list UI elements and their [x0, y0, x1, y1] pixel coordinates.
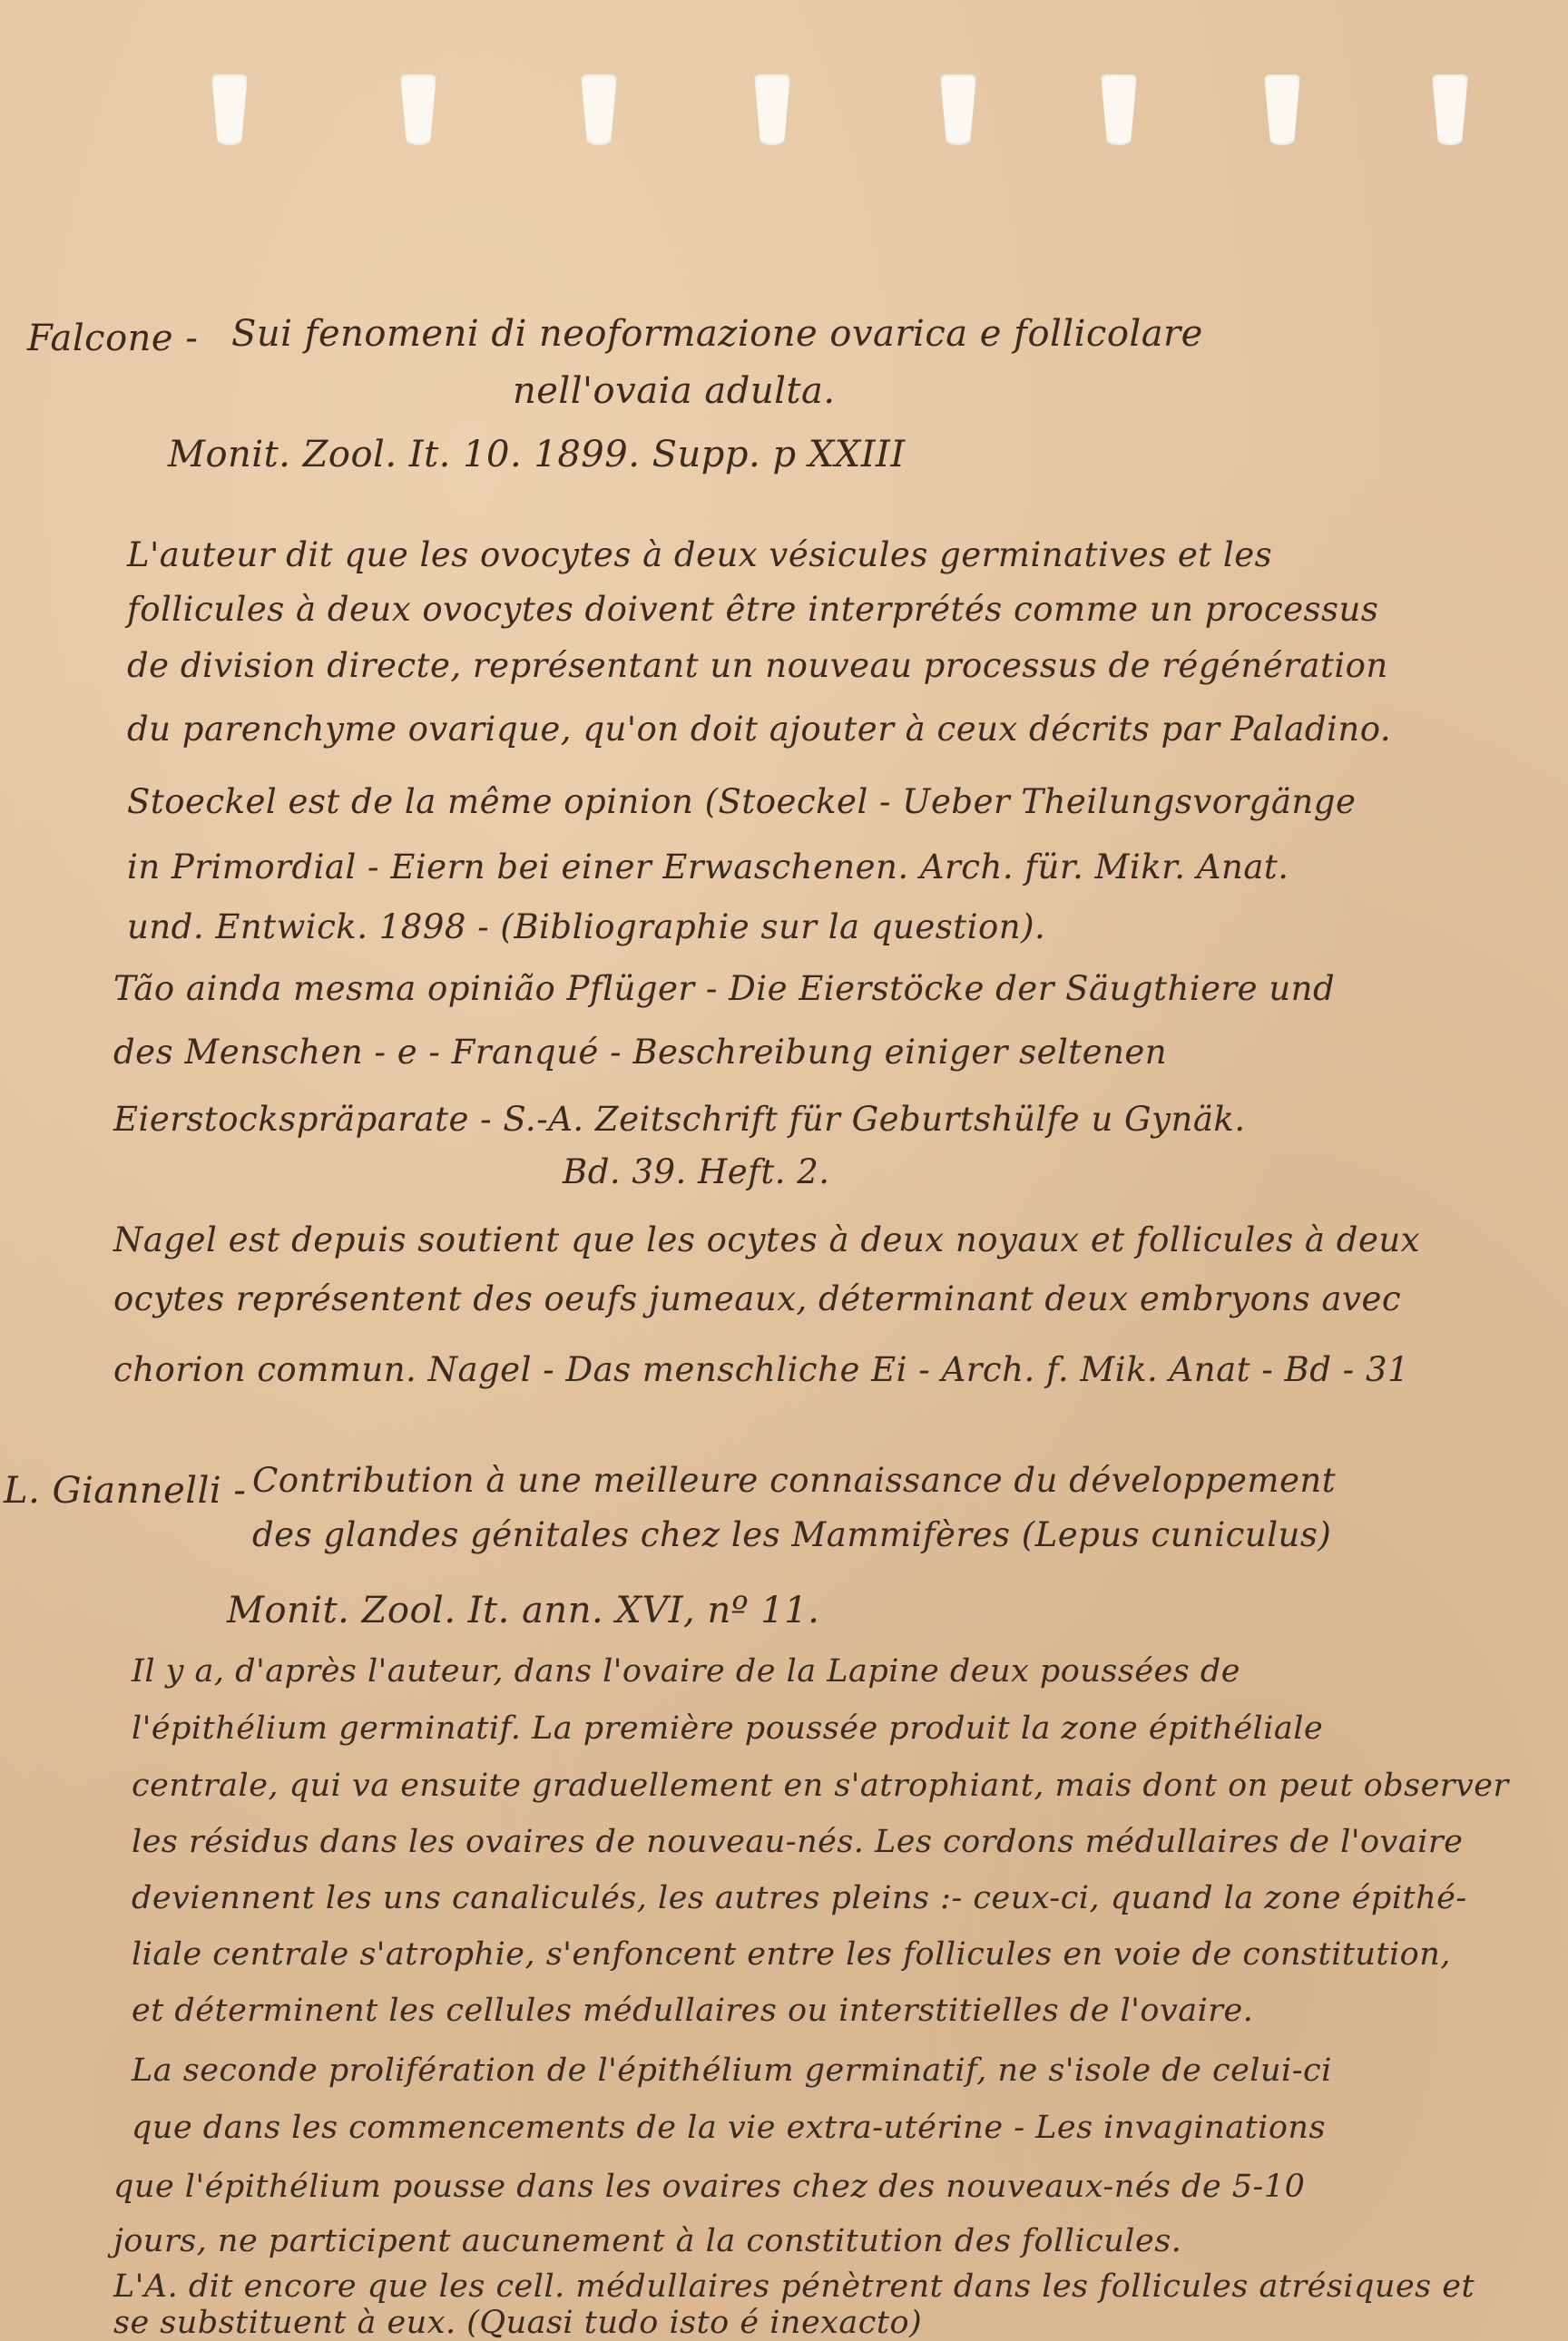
entry-citation: Monit. Zool. It. ann. XVI, nº 11. — [227, 1590, 820, 1631]
body-line: liale centrale s'atrophie, s'enfoncent entre les follicules en voie de constitution, — [132, 1936, 1451, 1973]
body-line: Eierstockspräparate - S.-A. Zeitschrift für Geburtshülfe u Gynäk. — [113, 1100, 1246, 1139]
body-line: se substituent à eux. (Quasi tudo isto é inexacto) — [113, 2305, 923, 2341]
body-line: les résidus dans les ovaires de nouveau-nés. Les cordons médullaires de l'ovaire — [132, 1824, 1464, 1860]
body-line: deviennent les uns canaliculés, les autres pleins :- ceux-ci, quand la zone épithé- — [132, 1880, 1467, 1916]
entry-title-line-1: Sui fenomeni di neoformazione ovarica e follicolare — [231, 313, 1203, 355]
body-line: Nagel est depuis soutient que les ocytes à deux noyaux et follicules à deux — [113, 1220, 1421, 1259]
punch-hole — [1432, 74, 1468, 145]
body-line: Bd. 39. Heft. 2. — [563, 1152, 830, 1191]
punch-hole — [940, 74, 976, 145]
entry-title-line-2: des glandes génitales chez les Mammifères (Lepus cuniculus) — [252, 1515, 1332, 1554]
body-line: L'A. dit encore que les cell. médullaires pénètrent dans les follicules atrésiques et — [113, 2268, 1475, 2305]
punch-hole — [211, 74, 248, 145]
body-line: La seconde prolifération de l'épithélium germinatif, ne s'isole de celui-ci — [132, 2052, 1332, 2089]
body-line: des Menschen - e - Franqué - Beschreibung einiger seltenen — [113, 1033, 1168, 1072]
body-line: chorion commun. Nagel - Das menschliche Ei - Arch. f. Mik. Anat - Bd - 31 — [113, 1350, 1410, 1389]
body-line: Tão ainda mesma opinião Pflüger - Die Eierstöcke der Säugthiere und — [113, 969, 1336, 1008]
body-line: de division directe, représentant un nouveau processus de régénération — [127, 646, 1388, 685]
body-line: in Primordial - Eiern bei einer Erwaschenen. Arch. für. Mikr. Anat. — [127, 847, 1289, 886]
body-line: ocytes représentent des oeufs jumeaux, déterminant deux embryons avec — [113, 1279, 1402, 1318]
body-line: que l'épithélium pousse dans les ovaires chez des nouveaux-nés de 5-10 — [113, 2169, 1306, 2205]
entry-author: Falcone - — [27, 318, 199, 359]
body-line: und. Entwick. 1898 - (Bibliographie sur la question). — [127, 907, 1046, 946]
body-line: l'épithélium germinatif. La première poussée produit la zone épithéliale — [132, 1710, 1324, 1747]
body-line: centrale, qui va ensuite graduellement en s'atrophiant, mais dont on peut observer — [132, 1768, 1509, 1804]
body-line: follicules à deux ovocytes doivent être interprétés comme un processus — [127, 590, 1379, 629]
punch-hole — [400, 74, 436, 145]
punch-hole — [1101, 74, 1137, 145]
body-line: jours, ne participent aucunement à la constitution des follicules. — [113, 2223, 1182, 2259]
body-line: Il y a, d'après l'auteur, dans l'ovaire de la Lapine deux poussées de — [132, 1653, 1240, 1690]
entry-citation: Monit. Zool. It. 10. 1899. Supp. p XXIII — [168, 434, 906, 475]
body-line: et déterminent les cellules médullaires ou interstitielles de l'ovaire. — [132, 1993, 1254, 2029]
punch-hole — [581, 74, 617, 145]
body-line: du parenchyme ovarique, qu'on doit ajouter à ceux décrits par Paladino. — [127, 710, 1392, 749]
body-line: que dans les commencements de la vie extra-utérine - Les invaginations — [132, 2110, 1326, 2146]
binder-holes — [0, 74, 1568, 156]
entry-author: L. Giannelli - — [4, 1470, 247, 1512]
body-line: Stoeckel est de la même opinion (Stoeckel - Ueber Theilungsvorgänge — [127, 782, 1357, 821]
body-line: L'auteur dit que les ovocytes à deux vésicules germinatives et les — [127, 535, 1273, 574]
punch-hole — [754, 74, 790, 145]
entry-title-line-2: nell'ovaia adulta. — [513, 370, 836, 412]
entry-title-line-1: Contribution à une meilleure connaissance du développement — [252, 1461, 1337, 1500]
punch-hole — [1264, 74, 1300, 145]
